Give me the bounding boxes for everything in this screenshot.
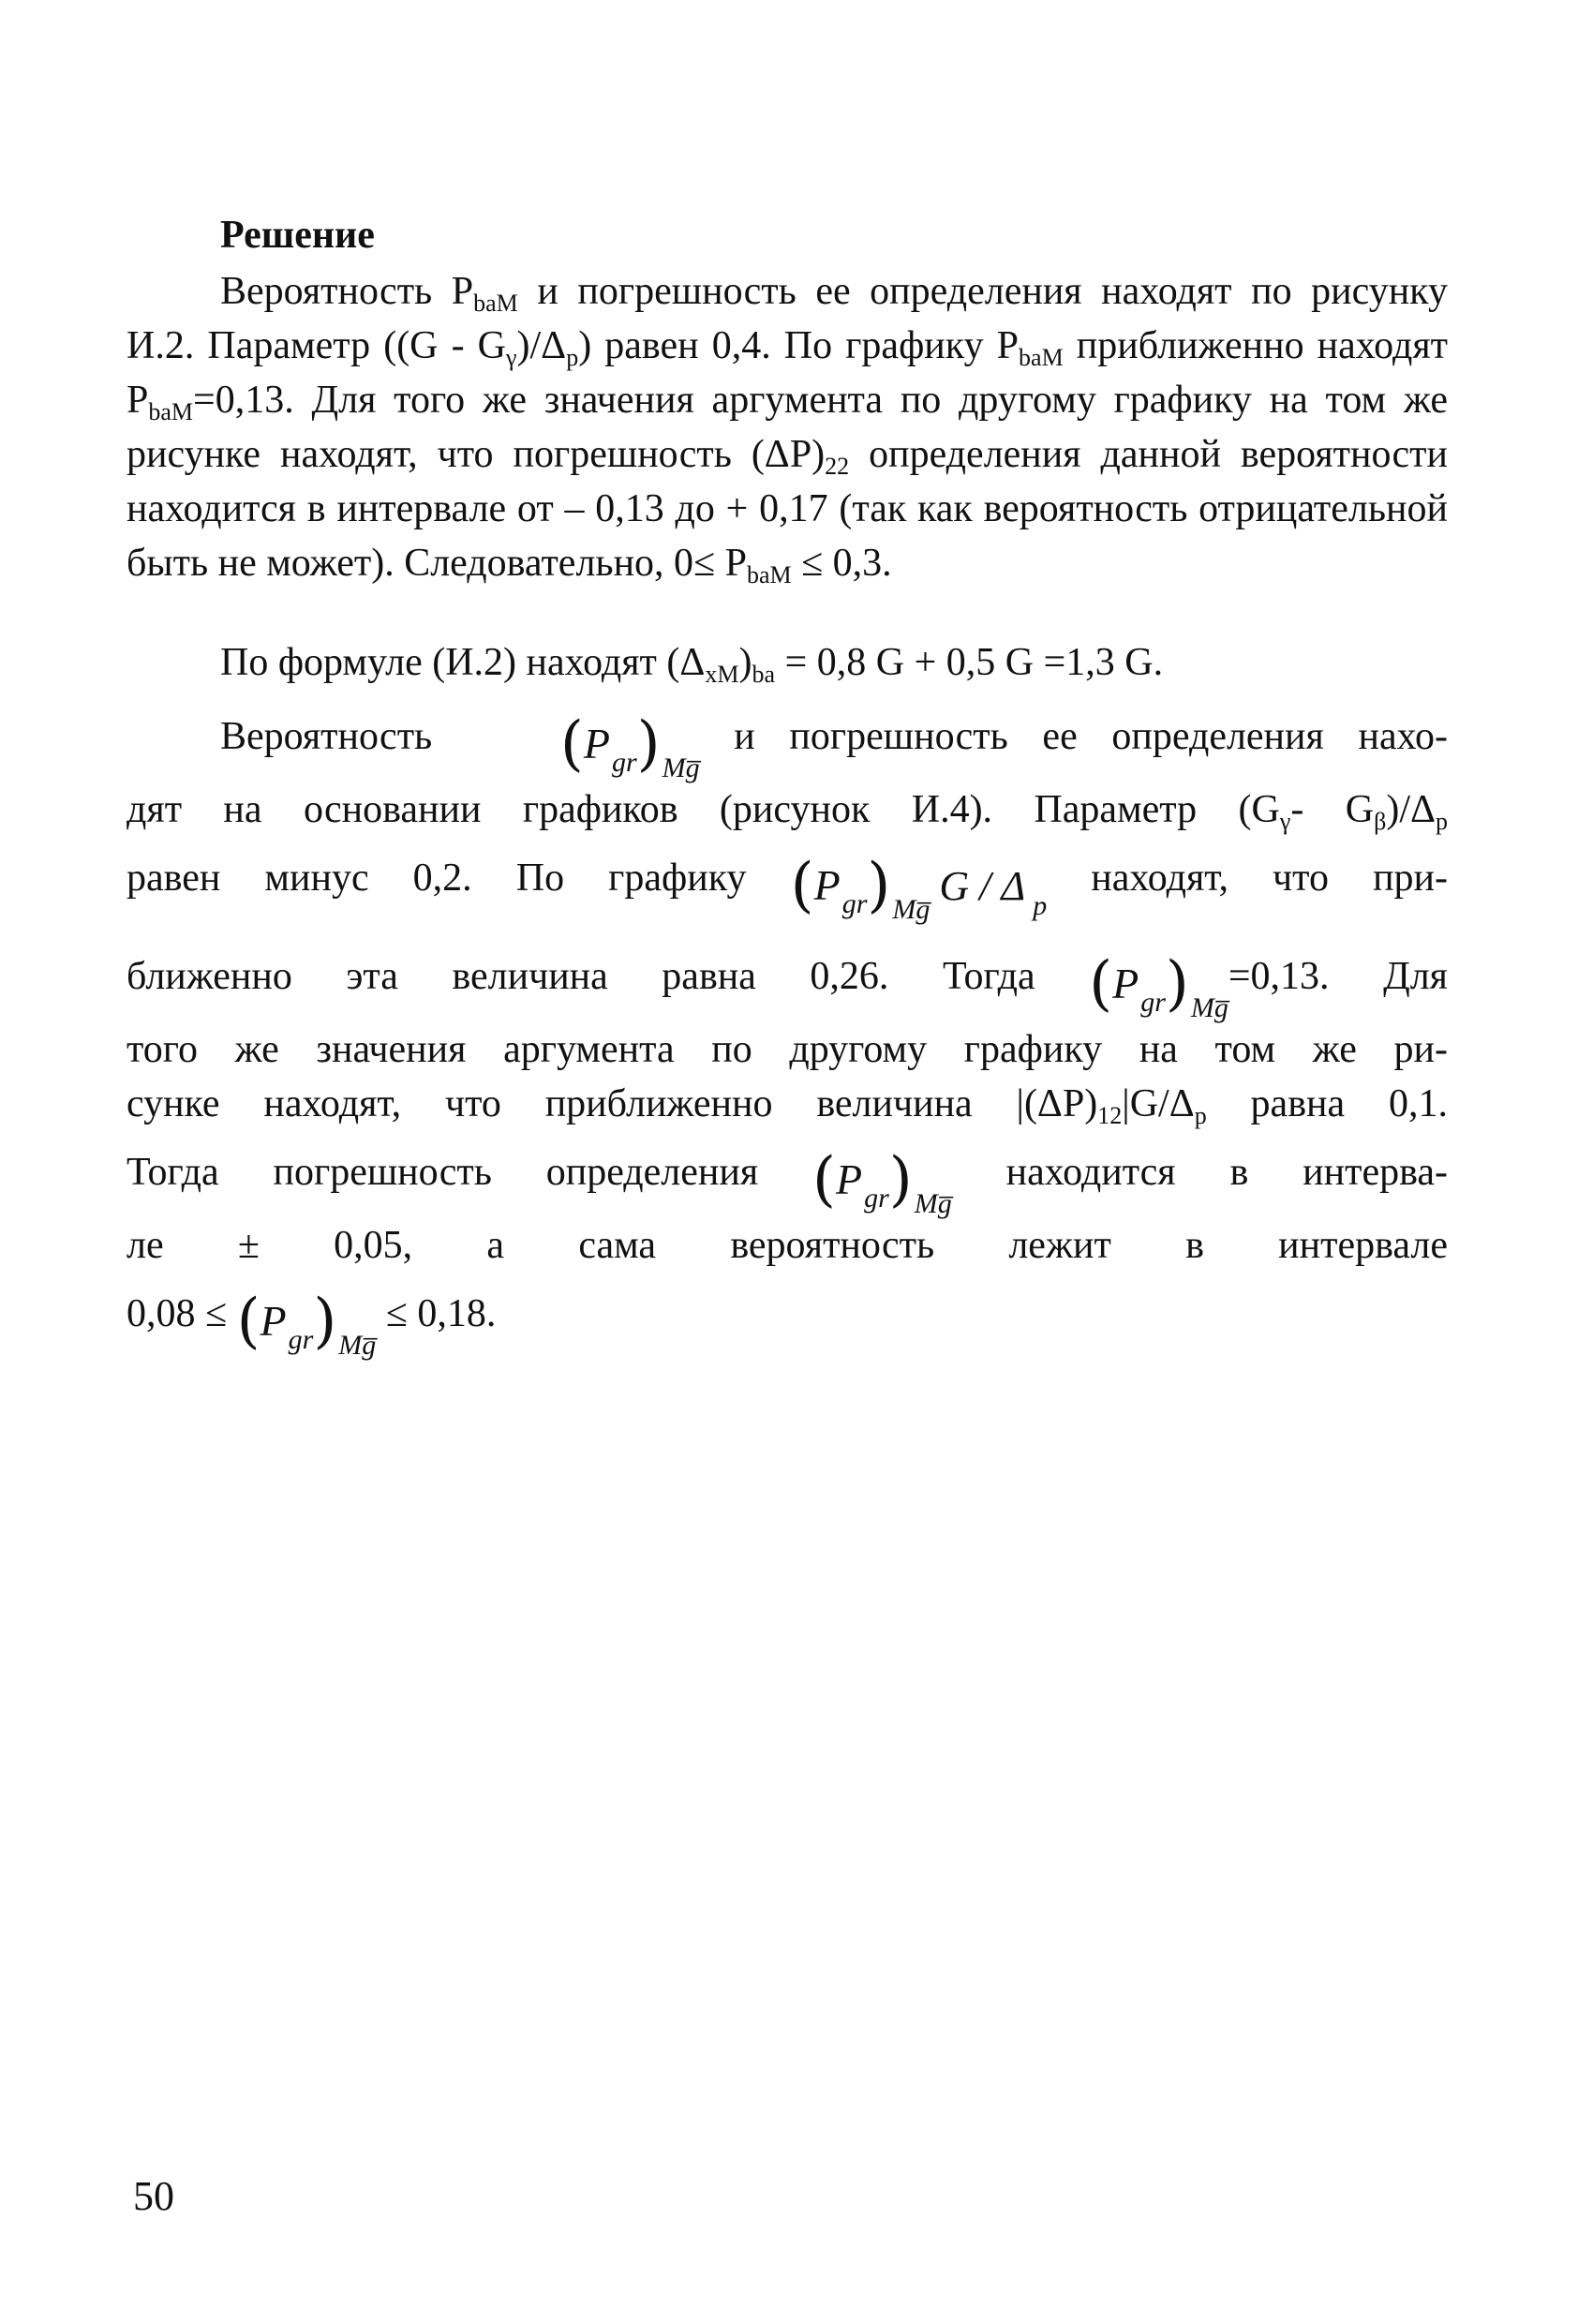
paragraph-3-line-9: $0,08 \le (P_{gr})_{Mg̅} \le 0,18$. bbox=[127, 1287, 497, 1361]
formula-pgr-mg-2: $(P_{gr})_{Mg̅}$ bbox=[1089, 949, 1228, 1023]
page-number: 50 bbox=[133, 2173, 174, 2219]
paragraph-3-line-5: того же значения аргумента по другому графику на том же ри- bbox=[127, 1028, 1448, 1071]
paragraph-3-line-6: сунке находят, что приближенно величина $|(\Delta P)_{12}|G/\Delta_p$ равна 0,1. bbox=[127, 1082, 1448, 1129]
paragraph-3-line-3: равен минус 0,2. По графику $(P_{gr})_{Mg̅}G$ / Δ $_p$ находят, что при- bbox=[127, 851, 1449, 925]
paragraph-2: По формуле (И.2) находят $(\Delta_{xM})_{ba} = 0,8$ G + 0,5 G =1,3 G. bbox=[220, 641, 1164, 688]
paragraph-3-line-4: ближенно эта величина равна 0,26. Тогда $(P_{gr})_{Mg̅}=0,13$. Для bbox=[127, 949, 1448, 1023]
paragraph-gap bbox=[127, 590, 1448, 635]
paragraph-3-line-8: ле ± 0,05, а сама вероятность лежит в интервале bbox=[127, 1224, 1448, 1267]
paragraph-3-line-7: Тогда погрешность определения $(P_{gr})_{Mg̅}$ находится в интерва- bbox=[127, 1145, 1449, 1219]
formula-pgr-mg-3: $(P_{gr})_{Mg̅}$ bbox=[812, 1145, 952, 1219]
paragraph-3-line-2: дят на основании графиков (рисунок И.4). Параметр ($G_\gamma-$ $G_\beta)/\Delta_p$ bbox=[127, 788, 1448, 835]
formula-pgr-mg-g-delta: $(P_{gr})_{Mg̅}G$ / Δ $_p$ bbox=[790, 851, 1048, 925]
paragraph-1: Вероятность $P_{baM}$ и погрешность ее определения находят по рисунку И.2. Параметр $((G - G_\gamma)/\Delta_p)$ равен 0,4. По графику $P_{baM}$ приближенно находят $P_{baM}=0,13$. Для того же значения аргумента по другому графику на том же рисунке находят, что погрешность $(\Delta P)_{22}$ определения данной вероятности находится в интервале от – 0,13 до + 0,17 (так как вероятность отрицательной быть не может). Следовательно, $0\le P_{baM} \le 0,3$. bbox=[127, 270, 1449, 588]
section-heading: Решение bbox=[220, 214, 375, 257]
paragraph-3-line-1: Вероятность $(P_{gr})_{Mg̅}$ и погрешность ее определения нахо- bbox=[220, 709, 1448, 783]
page-content bbox=[127, 208, 1448, 1360]
formula-pgr-mg-4: $(P_{gr})_{Mg̅}$ bbox=[236, 1287, 377, 1361]
formula-pgr-mg: $(P_{gr})_{Mg̅}$ bbox=[559, 709, 700, 783]
